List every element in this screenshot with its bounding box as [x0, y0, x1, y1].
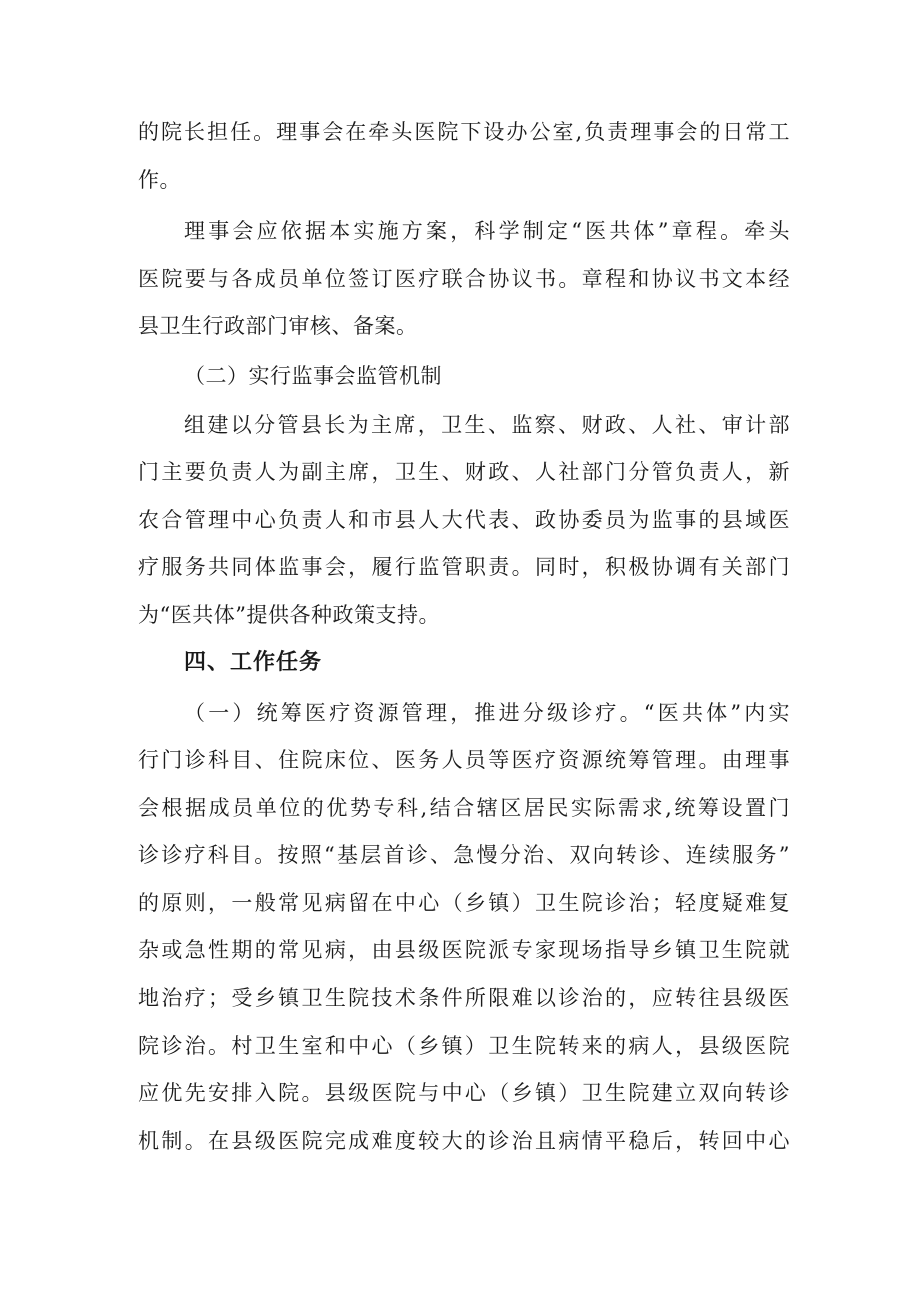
text-line: 疗服务共同体监事会，履行监管职责。同时，积极协调有关部门: [138, 555, 790, 579]
text-line: 的原则，一般常见病留在中心（乡镇）卫生院诊治；轻度疑难复: [138, 891, 790, 915]
text-line: 行门诊科目、住院床位、医务人员等医疗资源统筹管理。由理事: [138, 748, 790, 772]
text-line: 院诊治。村卫生室和中心（乡镇）卫生院转来的病人，县级医院: [138, 1034, 790, 1058]
text-line: 诊诊疗科目。按照“基层首诊、急慢分治、双向转诊、连续服务”: [138, 843, 790, 867]
text-line: 县卫生行政部门审核、备案。: [138, 314, 418, 338]
text-line: 作。: [138, 168, 181, 192]
text-line: 会根据成员单位的优势专科,结合辖区居民实际需求,统筹设置门: [138, 796, 790, 820]
text-line: 应优先安排入院。县级医院与中心（乡镇）卫生院建立双向转诊: [138, 1081, 790, 1105]
paragraph-start-line: （一）统筹医疗资源管理，推进分级诊疗。“医共体”内实: [184, 701, 790, 725]
section-heading: 四、工作任务: [184, 650, 323, 675]
text-line: 为“医共体”提供各种政策支持。: [138, 603, 440, 627]
text-line: 门主要负责人为副主席，卫生、财政、人社部门分管负责人，新: [138, 460, 790, 484]
text-line: 机制。在县级医院完成难度较大的诊治且病情平稳后，转回中心: [138, 1129, 790, 1153]
text-line: 农合管理中心负责人和市县人大代表、政协委员为监事的县域医: [138, 508, 790, 532]
paragraph-start-line: 组建以分管县长为主席，卫生、监察、财政、人社、审计部: [184, 413, 790, 437]
text-line: 的院长担任。理事会在牵头医院下设办公室,负责理事会的日常工: [138, 120, 790, 144]
subheading: （二）实行监事会监管机制: [184, 364, 442, 388]
text-line: 医院要与各成员单位签订医疗联合协议书。章程和协议书文本经: [138, 267, 790, 291]
paragraph-start-line: 理事会应依据本实施方案，科学制定“医共体”章程。牵头: [184, 219, 790, 243]
text-line: 地治疗；受乡镇卫生院技术条件所限难以诊治的，应转往县级医: [138, 986, 790, 1010]
text-line: 杂或急性期的常见病，由县级医院派专家现场指导乡镇卫生院就: [138, 938, 790, 962]
